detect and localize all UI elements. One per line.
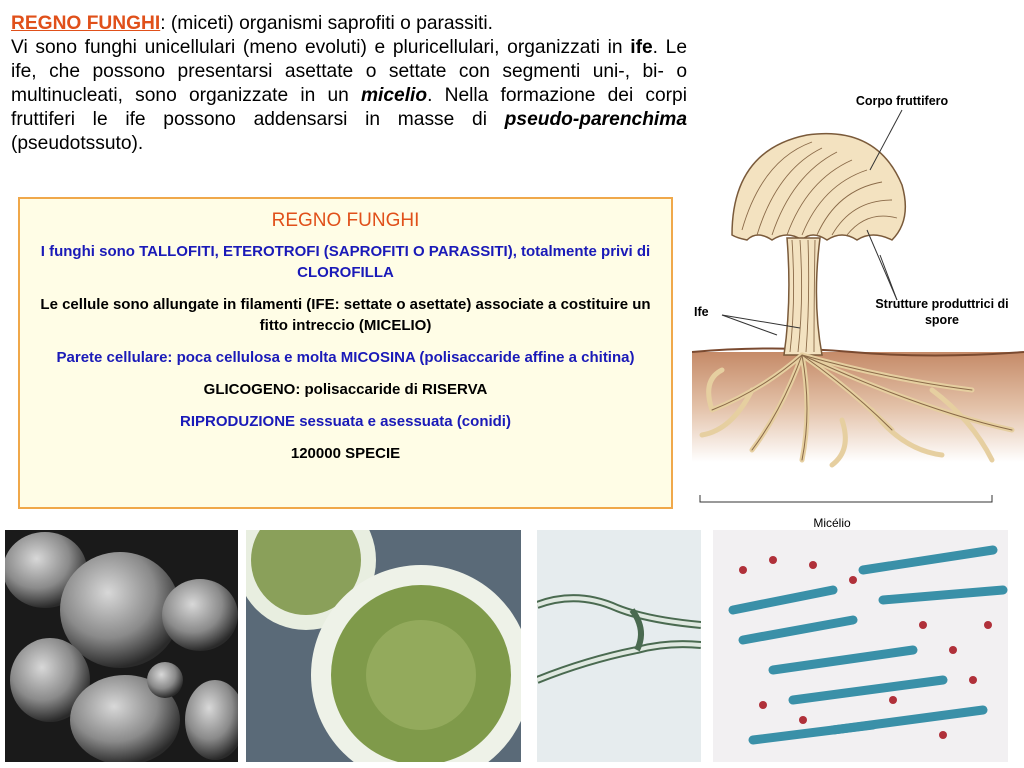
intro-title: REGNO FUNGHI: [11, 13, 161, 34]
box-line-2: Le cellule sono allungate in filamenti (IFE: settate o asettate) associate a costituire un fitto intreccio (MICELIO): [40, 296, 651, 334]
intro-pseudo: pseudo-parenchima: [504, 109, 687, 130]
label-corpo-fruttifero: Corpo fruttifero: [855, 94, 949, 108]
intro-text-4: . Le ife, che possono presentarsi asettate o settate con segmenti uni-, bi- o multinucleati, sono organizzate in un: [11, 37, 687, 106]
intro-micelio: micelio: [360, 85, 428, 106]
box-line-4: GLICOGENO: polisaccaride di RISERVA: [203, 381, 488, 398]
box-line-6: 120000 SPECIE: [290, 445, 401, 462]
photo-hyphae-microscopy: [537, 530, 701, 762]
summary-box: [18, 197, 673, 509]
intro-text-8: (pseudotssuto).: [11, 133, 144, 154]
box-line-5: RIPRODUZIONE sessuata e asessuata (conidi): [180, 413, 511, 430]
photo-yeast-cells: [5, 530, 238, 762]
intro-ife: ife: [630, 37, 653, 58]
label-ife: Ife: [694, 305, 709, 319]
label-micelio: Micélio: [813, 516, 851, 530]
conidiophore-illustration: [713, 530, 1008, 762]
photo-conidiophores: [713, 530, 1008, 762]
box-line-1: I funghi sono TALLOFITI, ETEROTROFI (SAPROFITI O PARASSITI), totalmente privi di CLOROFILLA: [40, 243, 651, 281]
mushroom-stalk: [784, 238, 822, 355]
box-line-3: Parete cellulare: poca cellulosa e molta MICOSINA (polisaccaride affine a chitina): [56, 349, 635, 366]
intro-text-1: : (miceti) organismi saprofiti o parassiti.: [160, 13, 493, 34]
label-strutture-spore: Strutture produttrici di spore: [875, 297, 1009, 327]
intro-paragraph: [11, 12, 687, 156]
hyphae-illustration: [537, 530, 701, 762]
micelio-bracket: [700, 495, 992, 502]
photo-mold-colony: [246, 530, 521, 762]
yeast-illustration: [5, 530, 238, 762]
mushroom-diagram: [692, 90, 1024, 530]
intro-text-6: . Nella formazione dei corpi fruttiferi le ife possono addensarsi in masse di: [11, 85, 687, 130]
box-title: REGNO FUNGHI: [271, 210, 420, 231]
intro-text-2: Vi sono funghi unicellulari (meno evoluti) e pluricellulari, organizzati in: [11, 37, 631, 58]
mold-illustration: [246, 530, 521, 762]
